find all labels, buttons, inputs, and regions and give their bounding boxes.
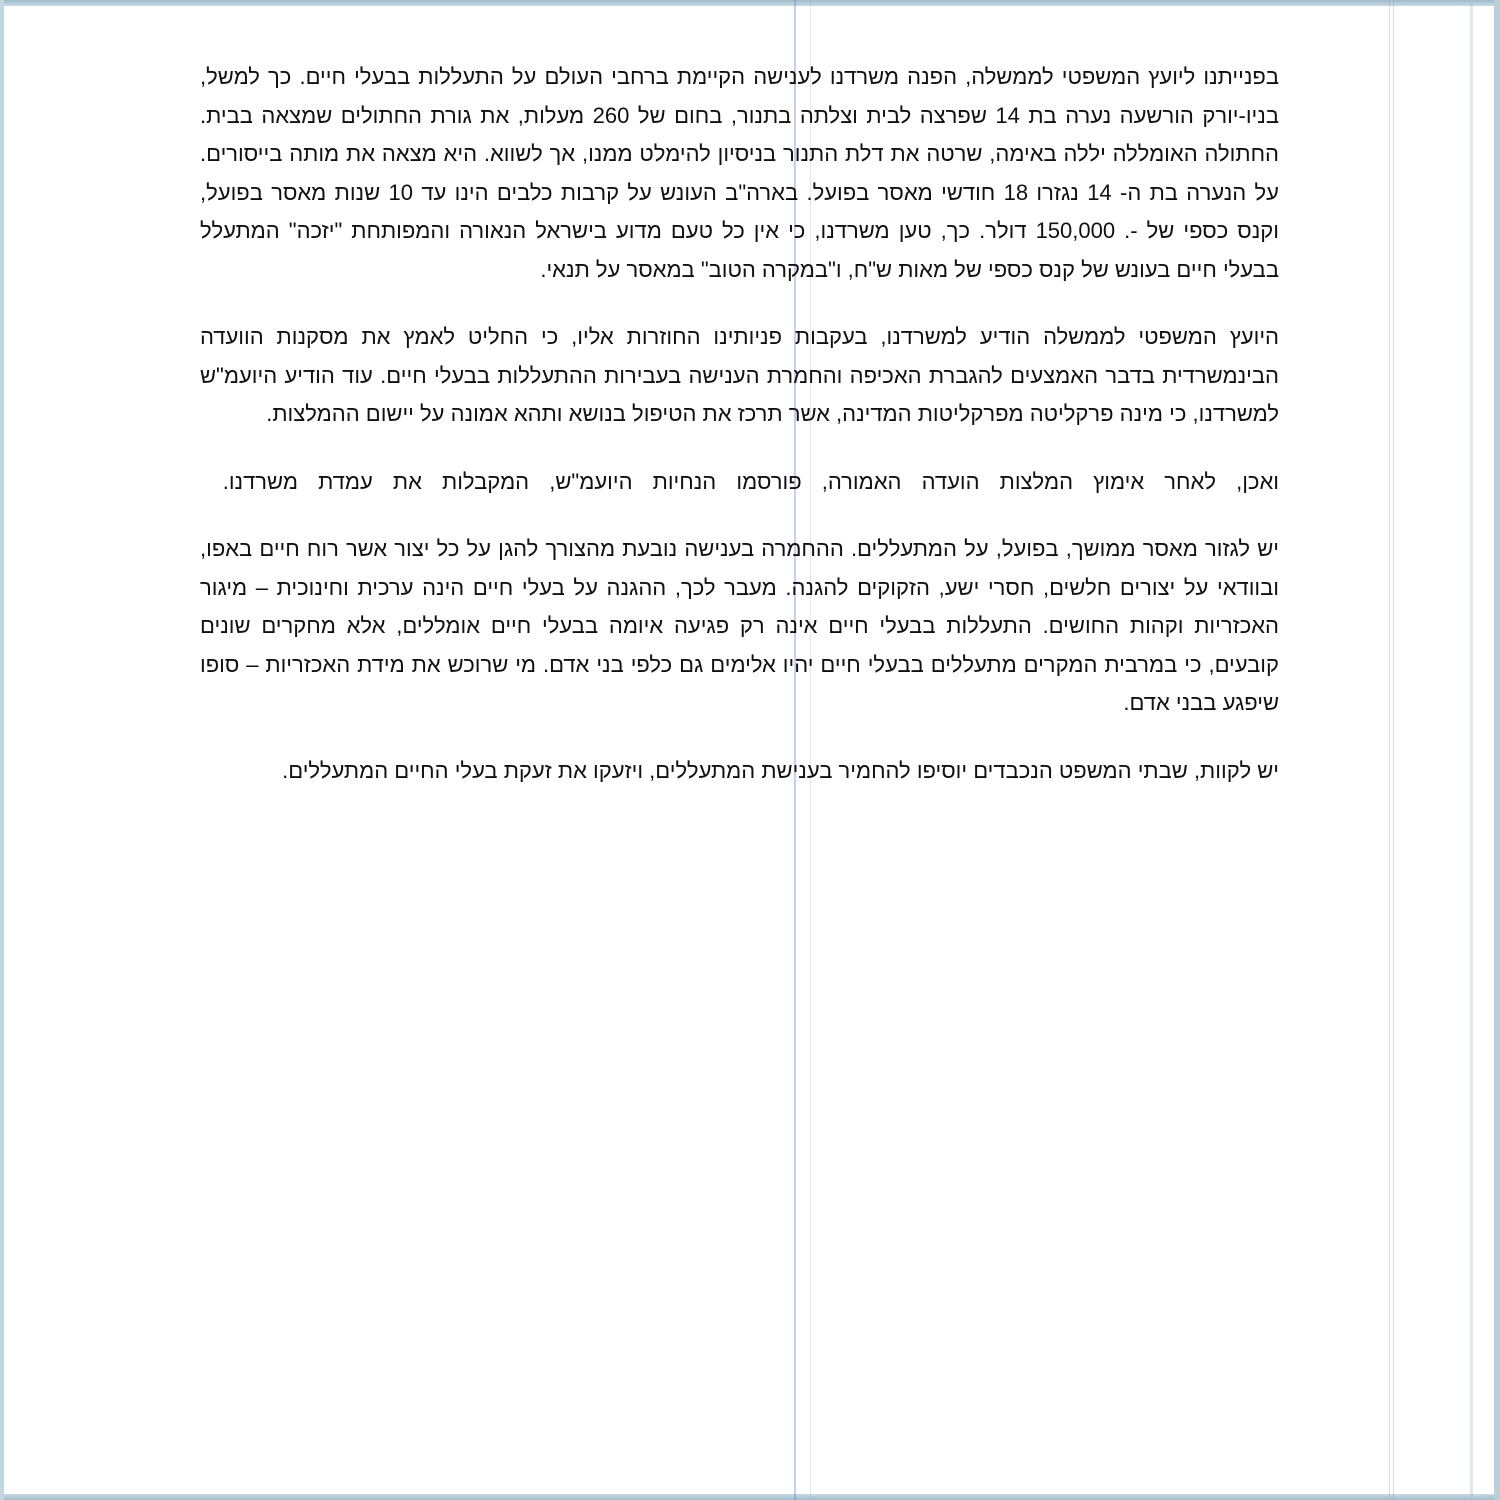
paragraph-guidelines-published: ואכן, לאחר אימוץ המלצות הועדה האמורה, פורסמו הנחיות היועמ"ש, המקבלות את עמדת משרדנו.: [222, 468, 1279, 494]
scan-edge-bottom: [0, 1494, 1500, 1500]
scan-edge-right: [1494, 0, 1500, 1500]
paragraph-closing-hope: יש לקוות, שבתי המשפט הנכבדים יוסיפו להחמיר בענישת המתעללים, ויזעקו את זעקת בעלי החיים המתעללים.: [282, 757, 1279, 783]
paragraph-sentencing-rationale: יש לגזור מאסר ממושך, בפועל, על המתעללים. ההחמרה בענישה נובעת מהצורך להגן על כל יצור אשר רוח חיים באפו, ובוודאי על יצורים חלשים, חסרי ישע, הזקוקים להגנה. מעבר לכך, ההגנה על בעלי חיים הינה ערכית וחינוכית – מיגור האכזריות וקהות החושים. התעללות בבעלי חיים אינה רק פגיעה איומה בבעלי חיים אומללים, אלא מחקרים שונים קובעים, כי במרבית המקרים מתעללים בבעלי חיים יהיו אלימים גם כלפי בני אדם. מי שרוכש את מידת האכזריות – סופו שיפגע בבני אדם.: [200, 536, 1279, 715]
scan-edge-top: [0, 0, 1500, 6]
paragraph-attorney-general-response: היועץ המשפטי לממשלה הודיע למשרדנו, בעקבות פניותינו החוזרות אליו, כי החליט לאמץ את מסקנות הוועדה הבינמשרדית בדבר האמצעים להגברת האכיפה והחמרת הענישה בעבירות ההתעללות בבעלי חיים. עוד הודיע היועמ"ש למשרדנו, כי מינה פרקליטה מפרקליטות המדינה, אשר תרכז את הטיפול בנושא ותהא אמונה על יישום ההמלצות.: [200, 324, 1279, 426]
scan-line: [1389, 0, 1390, 1500]
scan-line: [1470, 0, 1473, 1500]
scan-edge-left: [0, 0, 4, 1500]
document-body: [200, 58, 1279, 790]
paragraph-international-punishment: בפנייתנו ליועץ המשפטי לממשלה, הפנה משרדנו לענישה הקיימת ברחבי העולם על התעללות בבעלי חיים. כך למשל, בניו-יורק הורשעה נערה בת 14 שפרצה לבית וצלתה בתנור, בחום של 260 מעלות, את גורת החתולים שמצאה בבית. החתולה האומללה יללה באימה, שרטה את דלת התנור בניסיון להימלט ממנו, אך לשווא. היא מצאה את מותה בייסורים. על הנערה בת ה- 14 נגזרו 18 חודשי מאסר בפועל. בארה"ב העונש על קרבות כלבים הינו עד 10 שנות מאסר בפועל, וקנס כספי של -. 150,000 דולר. כך, טען משרדנו, כי אין כל טעם מדוע בישראל הנאורה והמפותחת "יזכה" המתעלל בבעלי חיים בעונש של קנס כספי של מאות ש"ח, ו"במקרה הטוב" במאסר על תנאי.: [200, 64, 1279, 282]
scan-line: [1393, 0, 1394, 1500]
